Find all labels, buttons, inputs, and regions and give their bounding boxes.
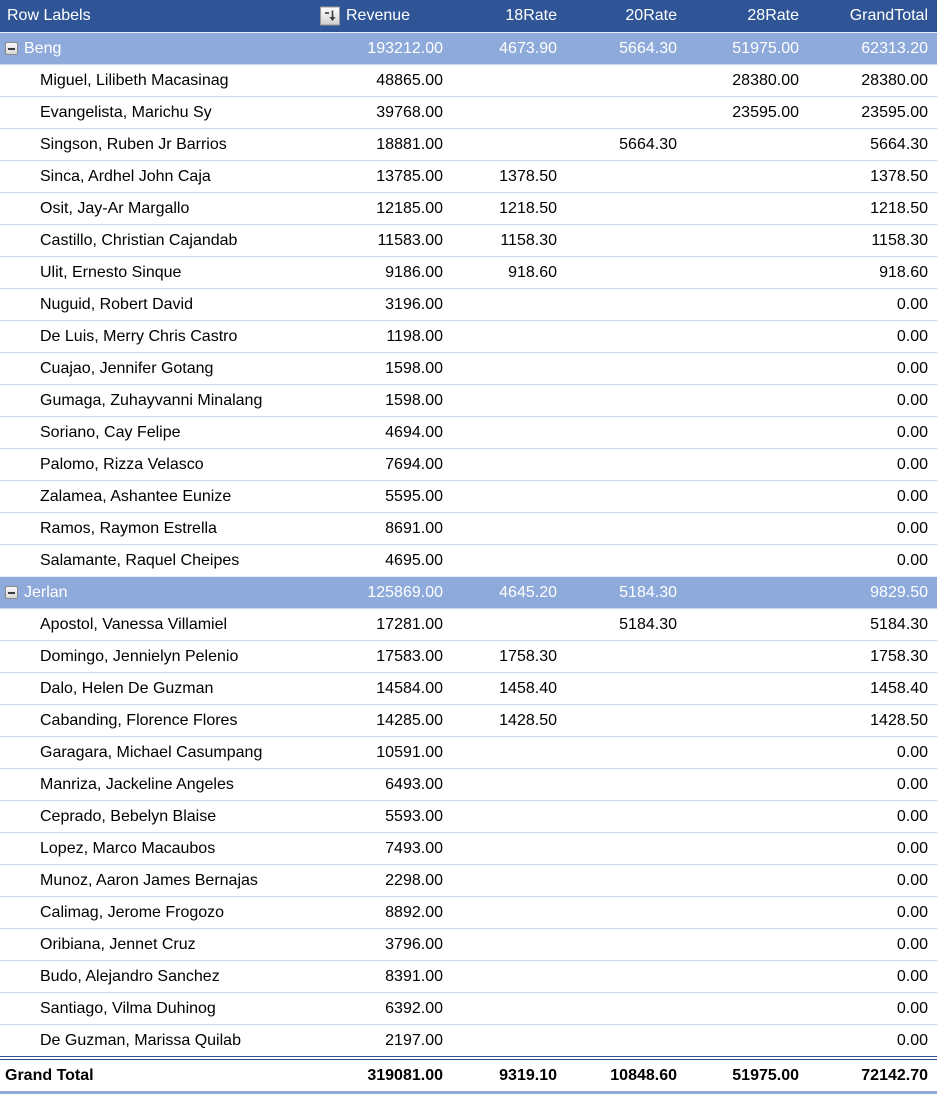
- detail-value-cell[interactable]: 5595.00: [341, 481, 452, 513]
- detail-value-cell[interactable]: [566, 257, 686, 289]
- group-subtotal-value[interactable]: 9829.50: [808, 577, 937, 609]
- detail-value-cell[interactable]: 5664.30: [808, 129, 937, 161]
- detail-value-cell[interactable]: 0.00: [808, 993, 937, 1025]
- employee-name-cell[interactable]: Gumaga, Zuhayvanni Minalang: [0, 385, 341, 417]
- detail-row: [0, 97, 937, 129]
- detail-row: [0, 225, 937, 257]
- detail-value-cell[interactable]: [686, 993, 808, 1025]
- detail-value-cell[interactable]: [452, 609, 566, 641]
- detail-row: [0, 289, 937, 321]
- detail-value-cell[interactable]: 0.00: [808, 449, 937, 481]
- detail-value-cell[interactable]: 4695.00: [341, 545, 452, 577]
- detail-value-cell[interactable]: [686, 737, 808, 769]
- detail-value-cell[interactable]: [452, 769, 566, 801]
- detail-value-cell[interactable]: [686, 385, 808, 417]
- detail-row: [0, 705, 937, 737]
- detail-value-cell[interactable]: 0.00: [808, 513, 937, 545]
- detail-value-cell[interactable]: [452, 897, 566, 929]
- detail-value-cell[interactable]: [452, 417, 566, 449]
- employee-name-cell[interactable]: Manriza, Jackeline Angeles: [0, 769, 341, 801]
- detail-value-cell[interactable]: 5184.30: [808, 609, 937, 641]
- detail-row: [0, 1025, 937, 1059]
- employee-name-cell[interactable]: De Luis, Merry Chris Castro: [0, 321, 341, 353]
- detail-value-cell[interactable]: [686, 1025, 808, 1059]
- employee-name-cell[interactable]: Garagara, Michael Casumpang: [0, 737, 341, 769]
- detail-row: [0, 865, 937, 897]
- detail-row: [0, 833, 937, 865]
- detail-row: [0, 353, 937, 385]
- detail-value-cell[interactable]: [686, 673, 808, 705]
- detail-row: [0, 737, 937, 769]
- detail-row: [0, 897, 937, 929]
- detail-value-cell[interactable]: [686, 513, 808, 545]
- detail-value-cell[interactable]: 23595.00: [808, 97, 937, 129]
- detail-value-cell[interactable]: 8892.00: [341, 897, 452, 929]
- detail-value-cell[interactable]: 1598.00: [341, 353, 452, 385]
- detail-value-cell[interactable]: 10591.00: [341, 737, 452, 769]
- detail-value-cell[interactable]: [452, 737, 566, 769]
- detail-value-cell[interactable]: 1758.30: [452, 641, 566, 673]
- minus-glyph: [8, 592, 15, 594]
- detail-value-cell[interactable]: 1458.40: [808, 673, 937, 705]
- detail-value-cell[interactable]: [566, 385, 686, 417]
- detail-value-cell[interactable]: [686, 545, 808, 577]
- detail-value-cell[interactable]: [566, 481, 686, 513]
- detail-value-cell[interactable]: [566, 353, 686, 385]
- detail-value-cell[interactable]: 0.00: [808, 865, 937, 897]
- group-subtotal-value[interactable]: 5184.30: [566, 577, 686, 609]
- detail-value-cell[interactable]: 918.60: [808, 257, 937, 289]
- detail-row: [0, 769, 937, 801]
- group-subtotal-value[interactable]: 4673.90: [452, 33, 566, 65]
- detail-value-cell[interactable]: [452, 513, 566, 545]
- group-name: Jerlan: [24, 583, 68, 601]
- employee-name-cell[interactable]: Osit, Jay-Ar Margallo: [0, 193, 341, 225]
- group-subtotal-value[interactable]: 5664.30: [566, 33, 686, 65]
- detail-value-cell[interactable]: 0.00: [808, 417, 937, 449]
- detail-value-cell[interactable]: 3796.00: [341, 929, 452, 961]
- detail-row: [0, 321, 937, 353]
- group-subtotal-value[interactable]: 4645.20: [452, 577, 566, 609]
- detail-row: [0, 385, 937, 417]
- detail-value-cell[interactable]: 8691.00: [341, 513, 452, 545]
- group-subtotal-row: [0, 33, 937, 65]
- detail-value-cell[interactable]: [686, 769, 808, 801]
- detail-value-cell[interactable]: 12185.00: [341, 193, 452, 225]
- detail-row: [0, 673, 937, 705]
- group-subtotal-row: [0, 577, 937, 609]
- detail-value-cell[interactable]: [452, 129, 566, 161]
- detail-value-cell[interactable]: [566, 1025, 686, 1059]
- employee-name-cell[interactable]: Singson, Ruben Jr Barrios: [0, 129, 341, 161]
- detail-value-cell[interactable]: 1458.40: [452, 673, 566, 705]
- detail-value-cell[interactable]: 17583.00: [341, 641, 452, 673]
- detail-value-cell[interactable]: [566, 801, 686, 833]
- detail-value-cell[interactable]: [566, 641, 686, 673]
- employee-name-cell[interactable]: Ramos, Raymon Estrella: [0, 513, 341, 545]
- group-subtotal-value[interactable]: 62313.20: [808, 33, 937, 65]
- group-name: Beng: [24, 39, 62, 57]
- detail-row: [0, 449, 937, 481]
- detail-value-cell[interactable]: 5593.00: [341, 801, 452, 833]
- detail-value-cell[interactable]: [452, 321, 566, 353]
- detail-value-cell[interactable]: 1758.30: [808, 641, 937, 673]
- detail-value-cell[interactable]: [686, 865, 808, 897]
- employee-name-cell[interactable]: Evangelista, Marichu Sy: [0, 97, 341, 129]
- detail-value-cell[interactable]: 0.00: [808, 481, 937, 513]
- detail-value-cell[interactable]: [686, 225, 808, 257]
- employee-name-cell[interactable]: De Guzman, Marissa Quilab: [0, 1025, 341, 1059]
- employee-name-cell[interactable]: Budo, Alejandro Sanchez: [0, 961, 341, 993]
- detail-value-cell[interactable]: [686, 641, 808, 673]
- detail-value-cell[interactable]: 8391.00: [341, 961, 452, 993]
- detail-value-cell[interactable]: [452, 353, 566, 385]
- column-header-row-labels[interactable]: [0, 0, 341, 33]
- detail-value-cell[interactable]: 0.00: [808, 769, 937, 801]
- detail-value-cell[interactable]: [566, 833, 686, 865]
- detail-value-cell[interactable]: [452, 481, 566, 513]
- column-header-revenue[interactable]: Revenue: [341, 0, 452, 33]
- detail-row: [0, 161, 937, 193]
- detail-value-cell[interactable]: 0.00: [808, 545, 937, 577]
- detail-row: [0, 513, 937, 545]
- detail-value-cell[interactable]: 0.00: [808, 961, 937, 993]
- detail-value-cell[interactable]: [452, 961, 566, 993]
- collapse-minus-icon[interactable]: [5, 42, 18, 55]
- column-header-18rate[interactable]: 18Rate: [452, 0, 566, 33]
- detail-value-cell[interactable]: 0.00: [808, 833, 937, 865]
- group-subtotal-value[interactable]: [686, 577, 808, 609]
- detail-value-cell[interactable]: [566, 705, 686, 737]
- detail-value-cell[interactable]: [686, 801, 808, 833]
- detail-value-cell[interactable]: [686, 705, 808, 737]
- detail-row: [0, 609, 937, 641]
- employee-name-cell[interactable]: Castillo, Christian Cajandab: [0, 225, 341, 257]
- group-label-cell[interactable]: [0, 33, 341, 65]
- detail-value-cell[interactable]: [452, 1025, 566, 1059]
- minus-glyph: [8, 48, 15, 50]
- detail-row: [0, 193, 937, 225]
- detail-row: [0, 545, 937, 577]
- detail-row: [0, 961, 937, 993]
- employee-name-cell[interactable]: Lopez, Marco Macaubos: [0, 833, 341, 865]
- employee-name-cell[interactable]: Munoz, Aaron James Bernajas: [0, 865, 341, 897]
- detail-value-cell[interactable]: [566, 929, 686, 961]
- detail-value-cell[interactable]: 0.00: [808, 289, 937, 321]
- employee-name-cell[interactable]: Apostol, Vanessa Villamiel: [0, 609, 341, 641]
- detail-value-cell[interactable]: [566, 865, 686, 897]
- detail-row: [0, 929, 937, 961]
- detail-value-cell[interactable]: [566, 193, 686, 225]
- detail-value-cell[interactable]: 1218.50: [452, 193, 566, 225]
- detail-value-cell[interactable]: 14584.00: [341, 673, 452, 705]
- detail-value-cell[interactable]: [566, 897, 686, 929]
- detail-row: [0, 65, 937, 97]
- group-subtotal-value[interactable]: 193212.00: [341, 33, 452, 65]
- detail-value-cell[interactable]: [686, 481, 808, 513]
- detail-value-cell[interactable]: [686, 289, 808, 321]
- detail-value-cell[interactable]: [566, 321, 686, 353]
- detail-value-cell[interactable]: 14285.00: [341, 705, 452, 737]
- detail-value-cell[interactable]: 7493.00: [341, 833, 452, 865]
- employee-name-cell[interactable]: Soriano, Cay Felipe: [0, 417, 341, 449]
- detail-value-cell[interactable]: [566, 65, 686, 97]
- row-labels-text: Row Labels: [7, 7, 91, 24]
- detail-value-cell[interactable]: 1158.30: [808, 225, 937, 257]
- detail-value-cell[interactable]: [566, 673, 686, 705]
- detail-row: [0, 993, 937, 1025]
- detail-value-cell[interactable]: 1158.30: [452, 225, 566, 257]
- detail-value-cell[interactable]: [452, 449, 566, 481]
- detail-value-cell[interactable]: [686, 609, 808, 641]
- detail-value-cell[interactable]: 0.00: [808, 897, 937, 929]
- detail-value-cell[interactable]: [566, 225, 686, 257]
- detail-value-cell[interactable]: [686, 929, 808, 961]
- detail-value-cell[interactable]: [452, 65, 566, 97]
- sort-arrow-glyph: [324, 10, 337, 23]
- detail-value-cell[interactable]: [452, 865, 566, 897]
- detail-value-cell[interactable]: [452, 993, 566, 1025]
- employee-name-cell[interactable]: Cuajao, Jennifer Gotang: [0, 353, 341, 385]
- detail-value-cell[interactable]: 1428.50: [808, 705, 937, 737]
- grand-total-revenue[interactable]: 319081.00: [341, 1058, 452, 1093]
- detail-value-cell[interactable]: 4694.00: [341, 417, 452, 449]
- employee-name-cell[interactable]: Domingo, Jennielyn Pelenio: [0, 641, 341, 673]
- detail-value-cell[interactable]: 0.00: [808, 321, 937, 353]
- detail-value-cell[interactable]: 5664.30: [566, 129, 686, 161]
- detail-value-cell[interactable]: 0.00: [808, 737, 937, 769]
- employee-name-cell[interactable]: Sinca, Ardhel John Caja: [0, 161, 341, 193]
- detail-row: [0, 417, 937, 449]
- employee-name-cell[interactable]: Ulit, Ernesto Sinque: [0, 257, 341, 289]
- detail-value-cell[interactable]: [566, 97, 686, 129]
- detail-value-cell[interactable]: [566, 769, 686, 801]
- detail-value-cell[interactable]: 1378.50: [808, 161, 937, 193]
- detail-value-cell[interactable]: [686, 129, 808, 161]
- detail-value-cell[interactable]: [686, 353, 808, 385]
- detail-value-cell[interactable]: 9186.00: [341, 257, 452, 289]
- detail-value-cell[interactable]: [452, 545, 566, 577]
- sort-descending-icon[interactable]: [320, 7, 340, 26]
- detail-value-cell[interactable]: [452, 833, 566, 865]
- column-header-grandtotal[interactable]: GrandTotal: [808, 0, 937, 33]
- detail-value-cell[interactable]: 0.00: [808, 929, 937, 961]
- collapse-minus-icon[interactable]: [5, 586, 18, 599]
- detail-value-cell[interactable]: 18881.00: [341, 129, 452, 161]
- detail-value-cell[interactable]: 1378.50: [452, 161, 566, 193]
- grand-total-grandtotal[interactable]: 72142.70: [808, 1058, 937, 1093]
- detail-value-cell[interactable]: [566, 513, 686, 545]
- detail-value-cell[interactable]: [566, 449, 686, 481]
- grand-total-18rate[interactable]: 9319.10: [452, 1058, 566, 1093]
- detail-value-cell[interactable]: 0.00: [808, 1025, 937, 1059]
- detail-value-cell[interactable]: 6493.00: [341, 769, 452, 801]
- detail-value-cell[interactable]: 23595.00: [686, 97, 808, 129]
- detail-value-cell[interactable]: 5184.30: [566, 609, 686, 641]
- detail-row: [0, 481, 937, 513]
- detail-value-cell[interactable]: [452, 289, 566, 321]
- employee-name-cell[interactable]: Nuguid, Robert David: [0, 289, 341, 321]
- detail-value-cell[interactable]: [686, 961, 808, 993]
- detail-value-cell[interactable]: 0.00: [808, 801, 937, 833]
- detail-value-cell[interactable]: 28380.00: [808, 65, 937, 97]
- detail-value-cell[interactable]: [686, 833, 808, 865]
- grand-total-20rate[interactable]: 10848.60: [566, 1058, 686, 1093]
- detail-row: [0, 641, 937, 673]
- detail-value-cell[interactable]: 13785.00: [341, 161, 452, 193]
- detail-value-cell[interactable]: [686, 161, 808, 193]
- employee-name-cell[interactable]: Calimag, Jerome Frogozo: [0, 897, 341, 929]
- detail-value-cell[interactable]: [686, 449, 808, 481]
- detail-value-cell[interactable]: 39768.00: [341, 97, 452, 129]
- detail-row: [0, 257, 937, 289]
- employee-name-cell[interactable]: Palomo, Rizza Velasco: [0, 449, 341, 481]
- detail-value-cell[interactable]: 6392.00: [341, 993, 452, 1025]
- pivot-table-body: [0, 33, 937, 1059]
- grand-total-row: [0, 1058, 937, 1093]
- header-row: [0, 0, 937, 33]
- grand-total-28rate[interactable]: 51975.00: [686, 1058, 808, 1093]
- employee-name-cell[interactable]: Ceprado, Bebelyn Blaise: [0, 801, 341, 833]
- detail-value-cell[interactable]: [686, 193, 808, 225]
- employee-name-cell[interactable]: Santiago, Vilma Duhinog: [0, 993, 341, 1025]
- detail-value-cell[interactable]: [566, 545, 686, 577]
- employee-name-cell[interactable]: Dalo, Helen De Guzman: [0, 673, 341, 705]
- detail-value-cell[interactable]: [686, 417, 808, 449]
- detail-value-cell[interactable]: 1198.00: [341, 321, 452, 353]
- detail-value-cell[interactable]: [566, 993, 686, 1025]
- group-subtotal-value[interactable]: 51975.00: [686, 33, 808, 65]
- detail-value-cell[interactable]: 11583.00: [341, 225, 452, 257]
- detail-value-cell[interactable]: 1428.50: [452, 705, 566, 737]
- group-subtotal-value[interactable]: 125869.00: [341, 577, 452, 609]
- detail-value-cell[interactable]: 2197.00: [341, 1025, 452, 1059]
- detail-value-cell[interactable]: 1218.50: [808, 193, 937, 225]
- detail-row: [0, 129, 937, 161]
- detail-value-cell[interactable]: 1598.00: [341, 385, 452, 417]
- detail-value-cell[interactable]: 17281.00: [341, 609, 452, 641]
- detail-value-cell[interactable]: 0.00: [808, 353, 937, 385]
- column-header-28rate[interactable]: 28Rate: [686, 0, 808, 33]
- column-header-20rate[interactable]: 20Rate: [566, 0, 686, 33]
- employee-name-cell[interactable]: Miguel, Lilibeth Macasinag: [0, 65, 341, 97]
- group-label-cell[interactable]: [0, 577, 341, 609]
- detail-value-cell[interactable]: [566, 161, 686, 193]
- detail-value-cell[interactable]: 28380.00: [686, 65, 808, 97]
- detail-value-cell[interactable]: 2298.00: [341, 865, 452, 897]
- detail-value-cell[interactable]: [686, 321, 808, 353]
- detail-value-cell[interactable]: [566, 289, 686, 321]
- detail-value-cell[interactable]: 7694.00: [341, 449, 452, 481]
- detail-row: [0, 801, 937, 833]
- employee-name-cell[interactable]: Oribiana, Jennet Cruz: [0, 929, 341, 961]
- grand-total-label[interactable]: Grand Total: [0, 1058, 341, 1093]
- detail-value-cell[interactable]: [686, 257, 808, 289]
- detail-value-cell[interactable]: [566, 737, 686, 769]
- detail-value-cell[interactable]: [452, 801, 566, 833]
- detail-value-cell[interactable]: [452, 929, 566, 961]
- detail-value-cell[interactable]: 48865.00: [341, 65, 452, 97]
- detail-value-cell[interactable]: [452, 97, 566, 129]
- detail-value-cell[interactable]: 3196.00: [341, 289, 452, 321]
- employee-name-cell[interactable]: Salamante, Raquel Cheipes: [0, 545, 341, 577]
- employee-name-cell[interactable]: Cabanding, Florence Flores: [0, 705, 341, 737]
- detail-value-cell[interactable]: [566, 961, 686, 993]
- detail-value-cell[interactable]: [452, 385, 566, 417]
- detail-value-cell[interactable]: [566, 417, 686, 449]
- detail-value-cell[interactable]: 918.60: [452, 257, 566, 289]
- detail-value-cell[interactable]: 0.00: [808, 385, 937, 417]
- employee-name-cell[interactable]: Zalamea, Ashantee Eunize: [0, 481, 341, 513]
- detail-value-cell[interactable]: [686, 897, 808, 929]
